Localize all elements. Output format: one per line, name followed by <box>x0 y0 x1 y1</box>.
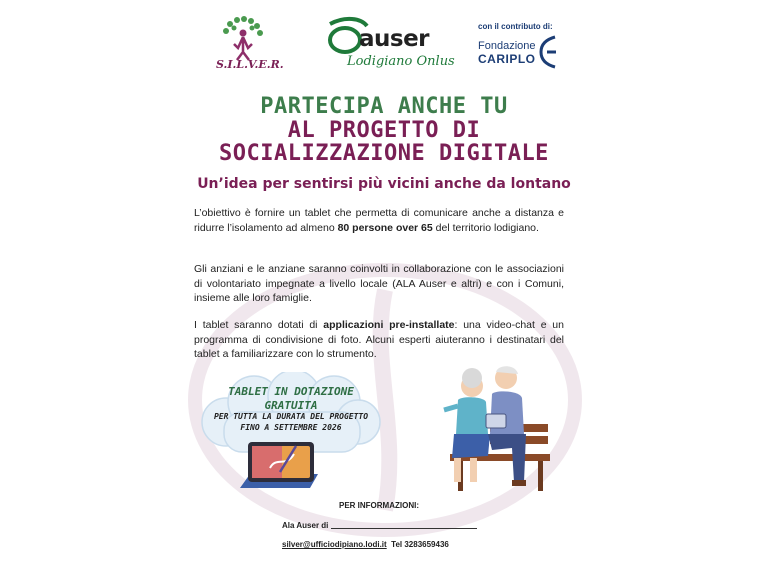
auser-logo <box>325 16 455 74</box>
paragraph-objective <box>194 206 564 235</box>
auser-subtitle: Lodigiano Onlus <box>347 54 455 69</box>
info-contact-line <box>282 540 449 549</box>
info-ala-line <box>282 521 477 530</box>
tablet-illustration <box>236 438 326 490</box>
info-ala-label: Ala Auser di <box>282 521 329 530</box>
paragraph-apps-end: : una video-chat e un programma di condivisione di foto. Alcuni esperti aiuteranno i destinatari del tablet a familiarizzare con lo strumento. <box>194 319 564 360</box>
cariplo-line2: CARIPLO <box>478 52 536 66</box>
subtitle: Un’idea per sentirsi più vicini anche da lontano <box>197 176 571 192</box>
paragraph-apps <box>194 318 564 362</box>
phone-number: Tel 3283659436 <box>391 540 449 549</box>
email-link[interactable]: silver@ufficiodipiano.lodi.it <box>282 540 387 549</box>
cloud-line-3: PER TUTTA LA DURATA DEL PROGETTO <box>213 412 369 421</box>
info-ala-blank-line <box>331 528 477 529</box>
elderly-couple-illustration <box>430 362 552 494</box>
silver-logo-text: S.I.L.V.E.R. <box>216 58 284 71</box>
cariplo-line1: Fondazione <box>478 40 536 52</box>
paragraph-objective-bold: 80 persone over 65 <box>337 221 433 234</box>
cloud-line-2: GRATUITA <box>264 399 318 412</box>
headline-line-1: PARTECIPA ANCHE TU <box>260 94 508 119</box>
cariplo-logo <box>474 22 560 72</box>
paragraph-apps-text: I tablet saranno dotati di <box>194 319 324 331</box>
info-title: PER INFORMAZIONI: <box>339 501 419 510</box>
paragraph-objective-end: del territorio lodigiano. <box>432 221 539 234</box>
cariplo-mark-icon <box>538 34 558 70</box>
paragraph-objective-text: L’obiettivo è fornire un tablet che permetta di comunicare anche a distanza e ridurre l’isolamento ad almeno <box>194 207 564 234</box>
headline-line-3: SOCIALIZZAZIONE DIGITALE <box>219 141 549 166</box>
cloud-line-1: TABLET IN DOTAZIONE <box>228 385 354 398</box>
cariplo-intro: con il contributo di: <box>478 22 553 31</box>
cloud-line-4: FINO A SETTEMBRE 2026 <box>240 423 342 432</box>
headline-line-2: AL PROGETTO DI <box>287 118 481 143</box>
auser-name: auser <box>359 26 430 52</box>
paragraph-apps-bold: applicazioni pre-installate <box>323 319 455 331</box>
silver-logo <box>210 14 284 76</box>
paragraph-involvement: Gli anziani e le anziane saranno coinvolti in collaborazione con le associazioni di volontariato impegnate a livello locale (ALA Auser e altri) e con i Comuni, insieme alle loro famiglie. <box>194 263 564 304</box>
